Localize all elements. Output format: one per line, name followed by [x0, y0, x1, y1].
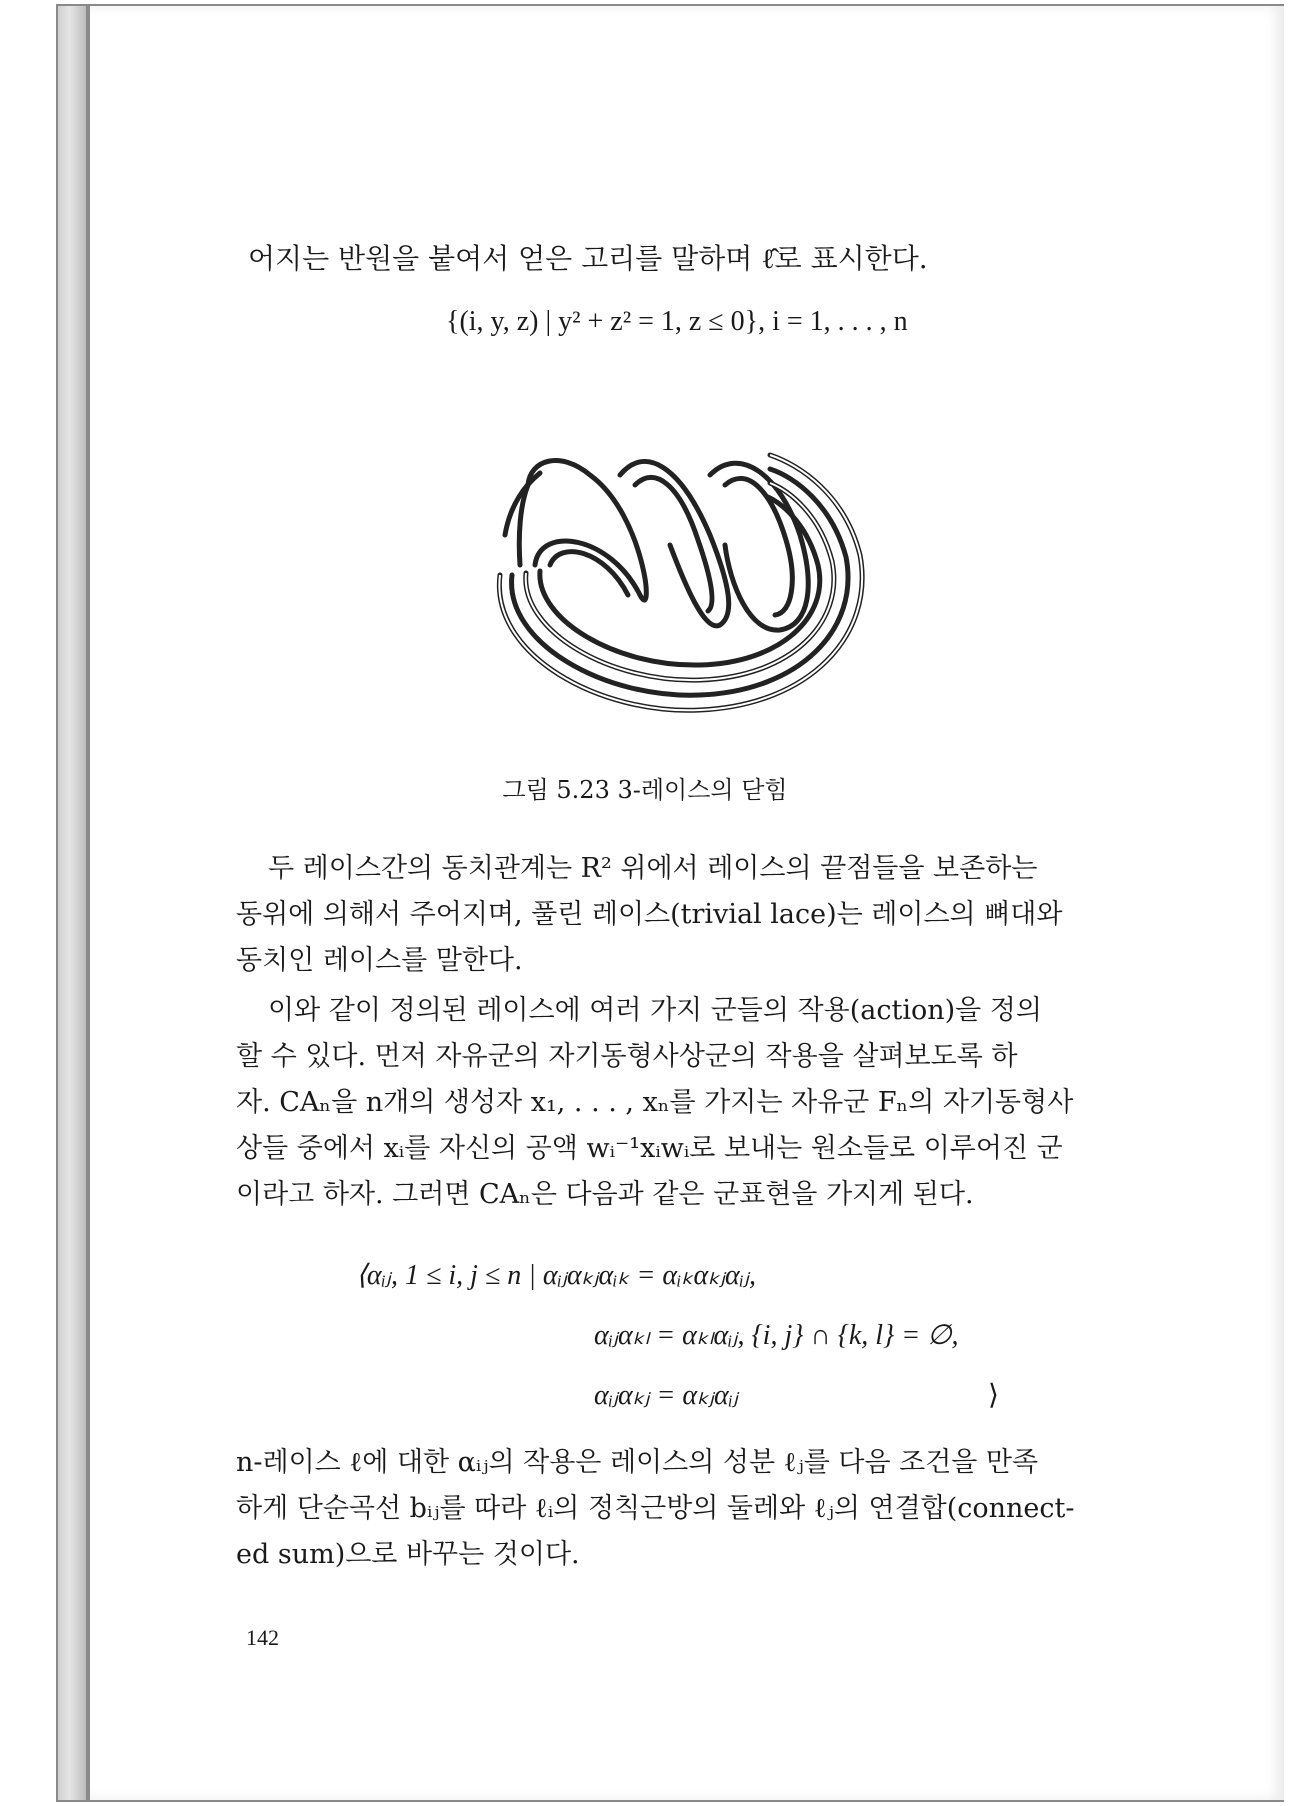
para3-line2: 하게 단순곡선 bᵢⱼ를 따라 ℓᵢ의 정칙근방의 둘레와 ℓⱼ의 연결합(connect-	[236, 1493, 1075, 1524]
book-spine	[56, 4, 88, 1802]
para2-line5: 이라고 하자. 그러면 CAₙ은 다음과 같은 군표현을 가지게 된다.	[236, 1179, 974, 1210]
text-line-intro: 어지는 반원을 붙여서 얻은 고리를 말하며 ℓ̂로 표시한다.	[248, 242, 928, 275]
para2-line3: 자. CAₙ을 n개의 생성자 x₁, . . . , xₙ를 가지는 자유군 Fₙ의 자기동형사	[236, 1087, 1074, 1118]
page-number: 142	[246, 1625, 279, 1650]
para3-line3: ed sum)으로 바꾸는 것이다.	[236, 1539, 580, 1570]
lace-closure-figure	[480, 415, 880, 725]
para3-line1: n-레이스 ℓ에 대한 αᵢⱼ의 작용은 레이스의 성분 ℓⱼ를 다음 조건을 만족	[236, 1447, 1039, 1478]
set-formula: {(i, y, z) | y² + z² = 1, z ≤ 0}, i = 1, . . . , n	[446, 306, 908, 337]
para2-line1: 이와 같이 정의된 레이스에 여러 가지 군들의 작용(action)을 정의	[268, 995, 1042, 1026]
para1-line3: 동치인 레이스를 말한다.	[236, 945, 523, 976]
presentation-line2: αᵢⱼαₖₗ = αₖₗαᵢⱼ, {i, j} ∩ {k, l} = ∅,	[594, 1320, 959, 1351]
presentation-line3: αᵢⱼαₖⱼ = αₖⱼαᵢⱼ	[594, 1380, 738, 1411]
presentation-line1: ⟨αᵢⱼ, 1 ≤ i, j ≤ n | αᵢⱼαₖⱼαᵢₖ = αᵢₖαₖⱼαᵢⱼ,	[356, 1260, 756, 1291]
figure-caption: 그림 5.23 3-레이스의 닫힘	[502, 776, 788, 804]
para1-line2: 동위에 의해서 주어지며, 풀린 레이스(trivial lace)는 레이스의 뼈대와	[236, 899, 1063, 930]
para2-line2: 할 수 있다. 먼저 자유군의 자기동형사상군의 작용을 살펴보도록 하	[236, 1041, 1018, 1072]
para2-line4: 상들 중에서 xᵢ를 자신의 공액 wᵢ⁻¹xᵢwᵢ로 보내는 원소들로 이루어진 군	[236, 1133, 1063, 1164]
para1-line1: 두 레이스간의 동치관계는 R² 위에서 레이스의 끝점들을 보존하는	[268, 853, 1038, 884]
presentation-close: ⟩	[988, 1380, 999, 1411]
